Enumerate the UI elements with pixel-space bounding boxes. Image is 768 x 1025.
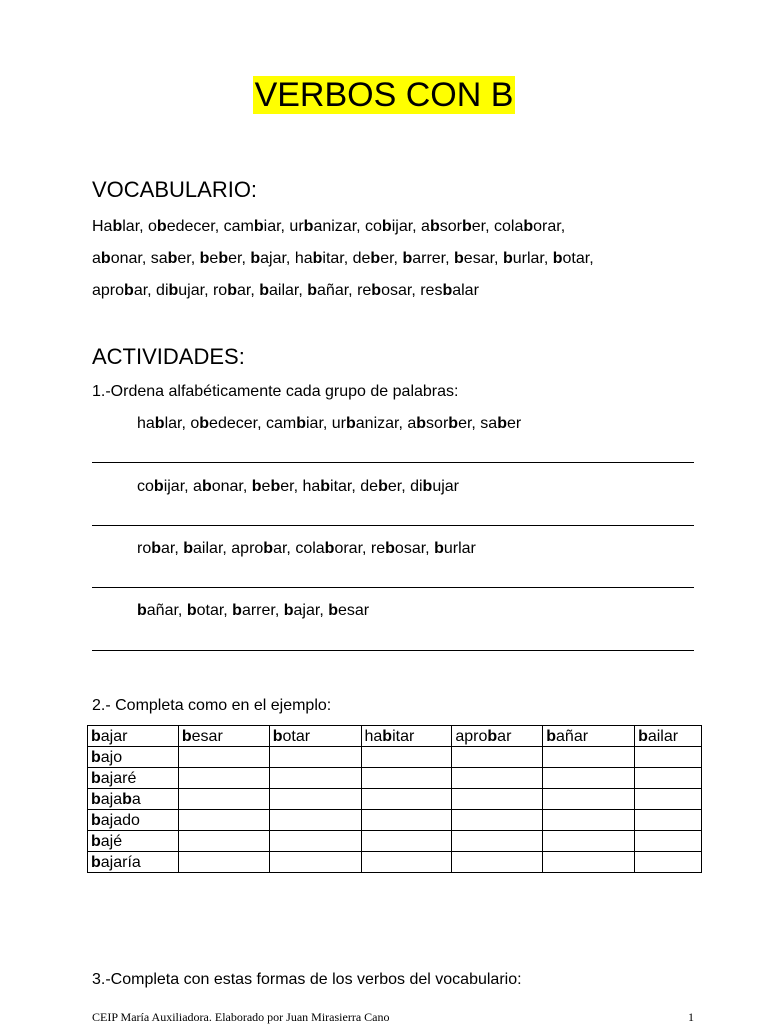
- blank-answer-cell[interactable]: [635, 831, 702, 852]
- blank-answer-cell[interactable]: [178, 789, 269, 810]
- blank-answer-cell[interactable]: [543, 810, 635, 831]
- blank-answer-cell[interactable]: [635, 789, 702, 810]
- activity1-instruction: 1.-Ordena alfabéticamente cada grupo de palabras:: [92, 383, 459, 400]
- blank-answer-cell[interactable]: [269, 831, 361, 852]
- example-form-cell: bajado: [88, 810, 179, 831]
- blank-answer-cell[interactable]: [452, 768, 543, 789]
- blank-answer-cell[interactable]: [269, 810, 361, 831]
- blank-answer-cell[interactable]: [452, 831, 543, 852]
- table-header-row: [88, 726, 702, 747]
- table-row: [88, 768, 702, 789]
- blank-answer-cell[interactable]: [635, 852, 702, 873]
- word-group: hablar, obedecer, cambiar, urbanizar, absorber, saber: [137, 415, 522, 432]
- blank-answer-cell[interactable]: [635, 810, 702, 831]
- table-row: [88, 831, 702, 852]
- table-header-cell: bajar: [88, 726, 179, 747]
- blank-answer-cell[interactable]: [361, 831, 452, 852]
- blank-answer-cell[interactable]: [452, 852, 543, 873]
- table-row: [88, 789, 702, 810]
- page-number: 1: [688, 1010, 694, 1024]
- verb-table: [87, 725, 702, 873]
- table-header-cell: bañar: [543, 726, 635, 747]
- table-row: [88, 852, 702, 873]
- activity2-instruction: 2.- Completa como en el ejemplo:: [92, 697, 332, 714]
- blank-answer-cell[interactable]: [361, 768, 452, 789]
- blank-answer-cell[interactable]: [361, 747, 452, 768]
- table-row: [88, 810, 702, 831]
- example-form-cell: bajé: [88, 831, 179, 852]
- answer-line[interactable]: [92, 650, 694, 651]
- blank-answer-cell[interactable]: [361, 810, 452, 831]
- table-header-cell: habitar: [361, 726, 452, 747]
- blank-answer-cell[interactable]: [269, 768, 361, 789]
- blank-answer-cell[interactable]: [635, 747, 702, 768]
- example-form-cell: bajaba: [88, 789, 179, 810]
- activity3-instruction: 3.-Completa con estas formas de los verbos del vocabulario:: [92, 971, 522, 988]
- table-header-cell: aprobar: [452, 726, 543, 747]
- table-row: [88, 747, 702, 768]
- vocabulary-line: Hablar, obedecer, cambiar, urbanizar, cobijar, absorber, colaborar,: [92, 218, 566, 235]
- blank-answer-cell[interactable]: [178, 810, 269, 831]
- answer-line[interactable]: [92, 587, 694, 588]
- blank-answer-cell[interactable]: [543, 789, 635, 810]
- blank-answer-cell[interactable]: [178, 747, 269, 768]
- table-header-cell: bailar: [635, 726, 702, 747]
- blank-answer-cell[interactable]: [178, 852, 269, 873]
- blank-answer-cell[interactable]: [178, 768, 269, 789]
- example-form-cell: bajaré: [88, 768, 179, 789]
- answer-line[interactable]: [92, 462, 694, 463]
- blank-answer-cell[interactable]: [269, 852, 361, 873]
- page-title: VERBOS CON B: [254, 76, 514, 114]
- blank-answer-cell[interactable]: [361, 852, 452, 873]
- table-header-cell: botar: [269, 726, 361, 747]
- blank-answer-cell[interactable]: [543, 831, 635, 852]
- activities-heading: ACTIVIDADES:: [92, 344, 245, 369]
- blank-answer-cell[interactable]: [543, 852, 635, 873]
- blank-answer-cell[interactable]: [452, 810, 543, 831]
- answer-line[interactable]: [92, 525, 694, 526]
- page-title-container: [0, 77, 768, 114]
- blank-answer-cell[interactable]: [543, 747, 635, 768]
- blank-answer-cell[interactable]: [452, 747, 543, 768]
- blank-answer-cell[interactable]: [543, 768, 635, 789]
- word-group: cobijar, abonar, beber, habitar, deber, dibujar: [137, 478, 459, 495]
- blank-answer-cell[interactable]: [178, 831, 269, 852]
- blank-answer-cell[interactable]: [269, 747, 361, 768]
- blank-answer-cell[interactable]: [269, 789, 361, 810]
- example-form-cell: bajo: [88, 747, 179, 768]
- vocabulary-heading: VOCABULARIO:: [92, 177, 258, 202]
- word-group: robar, bailar, aprobar, colaborar, rebosar, burlar: [137, 540, 476, 557]
- example-form-cell: bajaría: [88, 852, 179, 873]
- table-header-cell: besar: [178, 726, 269, 747]
- blank-answer-cell[interactable]: [452, 789, 543, 810]
- blank-answer-cell[interactable]: [361, 789, 452, 810]
- footer-text: CEIP María Auxiliadora. Elaborado por Juan Mirasierra Cano: [92, 1010, 390, 1024]
- vocabulary-line: abonar, saber, beber, bajar, habitar, deber, barrer, besar, burlar, botar,: [92, 250, 594, 267]
- vocabulary-line: aprobar, dibujar, robar, bailar, bañar, rebosar, resbalar: [92, 282, 479, 299]
- blank-answer-cell[interactable]: [635, 768, 702, 789]
- word-group: bañar, botar, barrer, bajar, besar: [137, 602, 370, 619]
